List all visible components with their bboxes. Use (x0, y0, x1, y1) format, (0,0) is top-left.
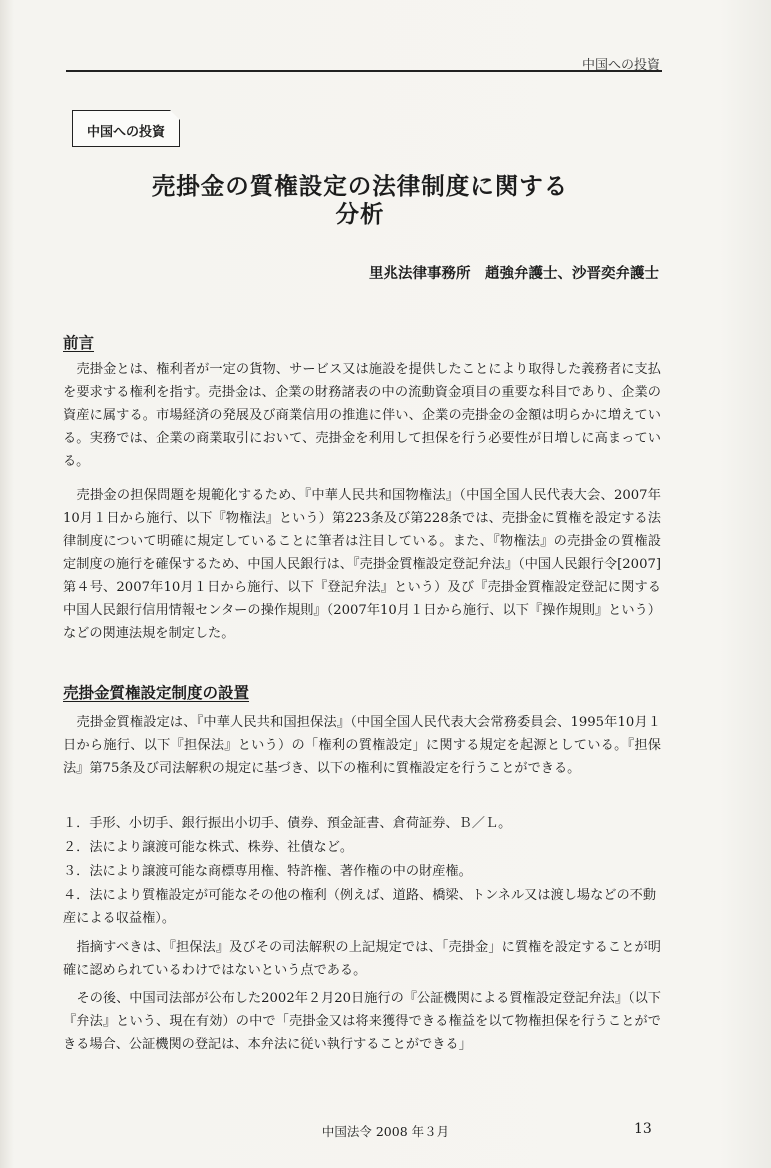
paragraph: 売掛金の担保問題を規範化するため、『中華人民共和国物権法』（中国全国人民代表大会、2007年10月１日から施行、以下『物権法』という）第223条及び第228条では、売掛金に質権を設定する法律制度について明確に規定していることに筆者は注目している。また、『物権法』の売掛金の質権設定制度の施行を確保するため、中国人民銀行は、『売掛金質権設定登記弁法』（中国人民銀行令[2007]第４号、2007年10月１日から施行、以下『登記弁法』という）及び『売掛金質権設定登記に関する中国人民銀行信用情報センターの操作規則』（2007年10月１日から施行、以下『操作規則』という）などの関連法規を制定した。 (63, 488, 661, 641)
page-number: 13 (634, 1121, 652, 1137)
title-line-2: 分析 (335, 200, 385, 228)
paragraph: その後、中国司法部が公布した2002年２月20日施行の『公証機関による質権設定登記弁法』（以下『弁法』という、現在有効）の中で「売掛金又は将来獲得できる権益を以て物権担保を行うことができる場合、公証機関の登記は、本弁法に従い執行することができる」 (63, 991, 661, 1052)
list-item: ３．法により譲渡可能な商標専用権、特許権、著作権の中の財産権。 (63, 864, 472, 879)
footer: 中国法令 2008 年３月 (321, 1124, 450, 1139)
list-item: ２．法により譲渡可能な株式、株券、社債など。 (63, 840, 354, 855)
paragraph: 売掛金質権設定は、『中華人民共和国担保法』（中国全国人民代表大会常務委員会、1995年10月１日から施行、以下『担保法』という）の「権利の質権設定」に関する規定を起源としている。『担保法』第75条及び司法解釈の規定に基づき、以下の権利に質権設定を行うことができる。 (63, 715, 661, 776)
section-tag (72, 110, 180, 147)
paragraph: 指摘すべきは、『担保法』及びその司法解釈の上記規定では、「売掛金」に質権を設定することが明確に認められているわけではないという点である。 (63, 940, 661, 978)
section-tag-label: 中国への投資 (86, 125, 165, 140)
section-heading-setup: 売掛金質権設定制度の設置 (63, 684, 250, 702)
list-item: ４．法により質権設定が可能なその他の権利（例えば、道路、橋梁、トンネル又は渡し場などの不動産による収益権）。 (63, 888, 657, 926)
authors: 里兆法律事務所 趙強弁護士、沙晋奕弁護士 (369, 266, 659, 282)
article-title (60, 172, 660, 228)
paragraph: 売掛金とは、権利者が一定の貨物、サービス又は施設を提供したことにより取得した義務者に支払を要求する権利を指す。売掛金は、企業の財務諸表の中の流動資金項目の重要な科目であり、企業の資産に属する。市場経済の発展及び商業信用の推進に伴い、企業の売掛金の金額は明らかに増えている。実務では、企業の商業取引において、売掛金を利用して担保を行う必要性が日増しに高まっている。 (63, 362, 661, 469)
section-heading-preface: 前言 (63, 334, 95, 352)
header-rule (66, 70, 662, 72)
title-line-1: 売掛金の質権設定の法律制度に関する (151, 172, 569, 200)
running-head: 中国への投資 (581, 58, 660, 73)
list-item: １．手形、小切手、銀行振出小切手、債券、預金証書、倉荷証券、Ｂ／Ｌ。 (63, 816, 512, 831)
